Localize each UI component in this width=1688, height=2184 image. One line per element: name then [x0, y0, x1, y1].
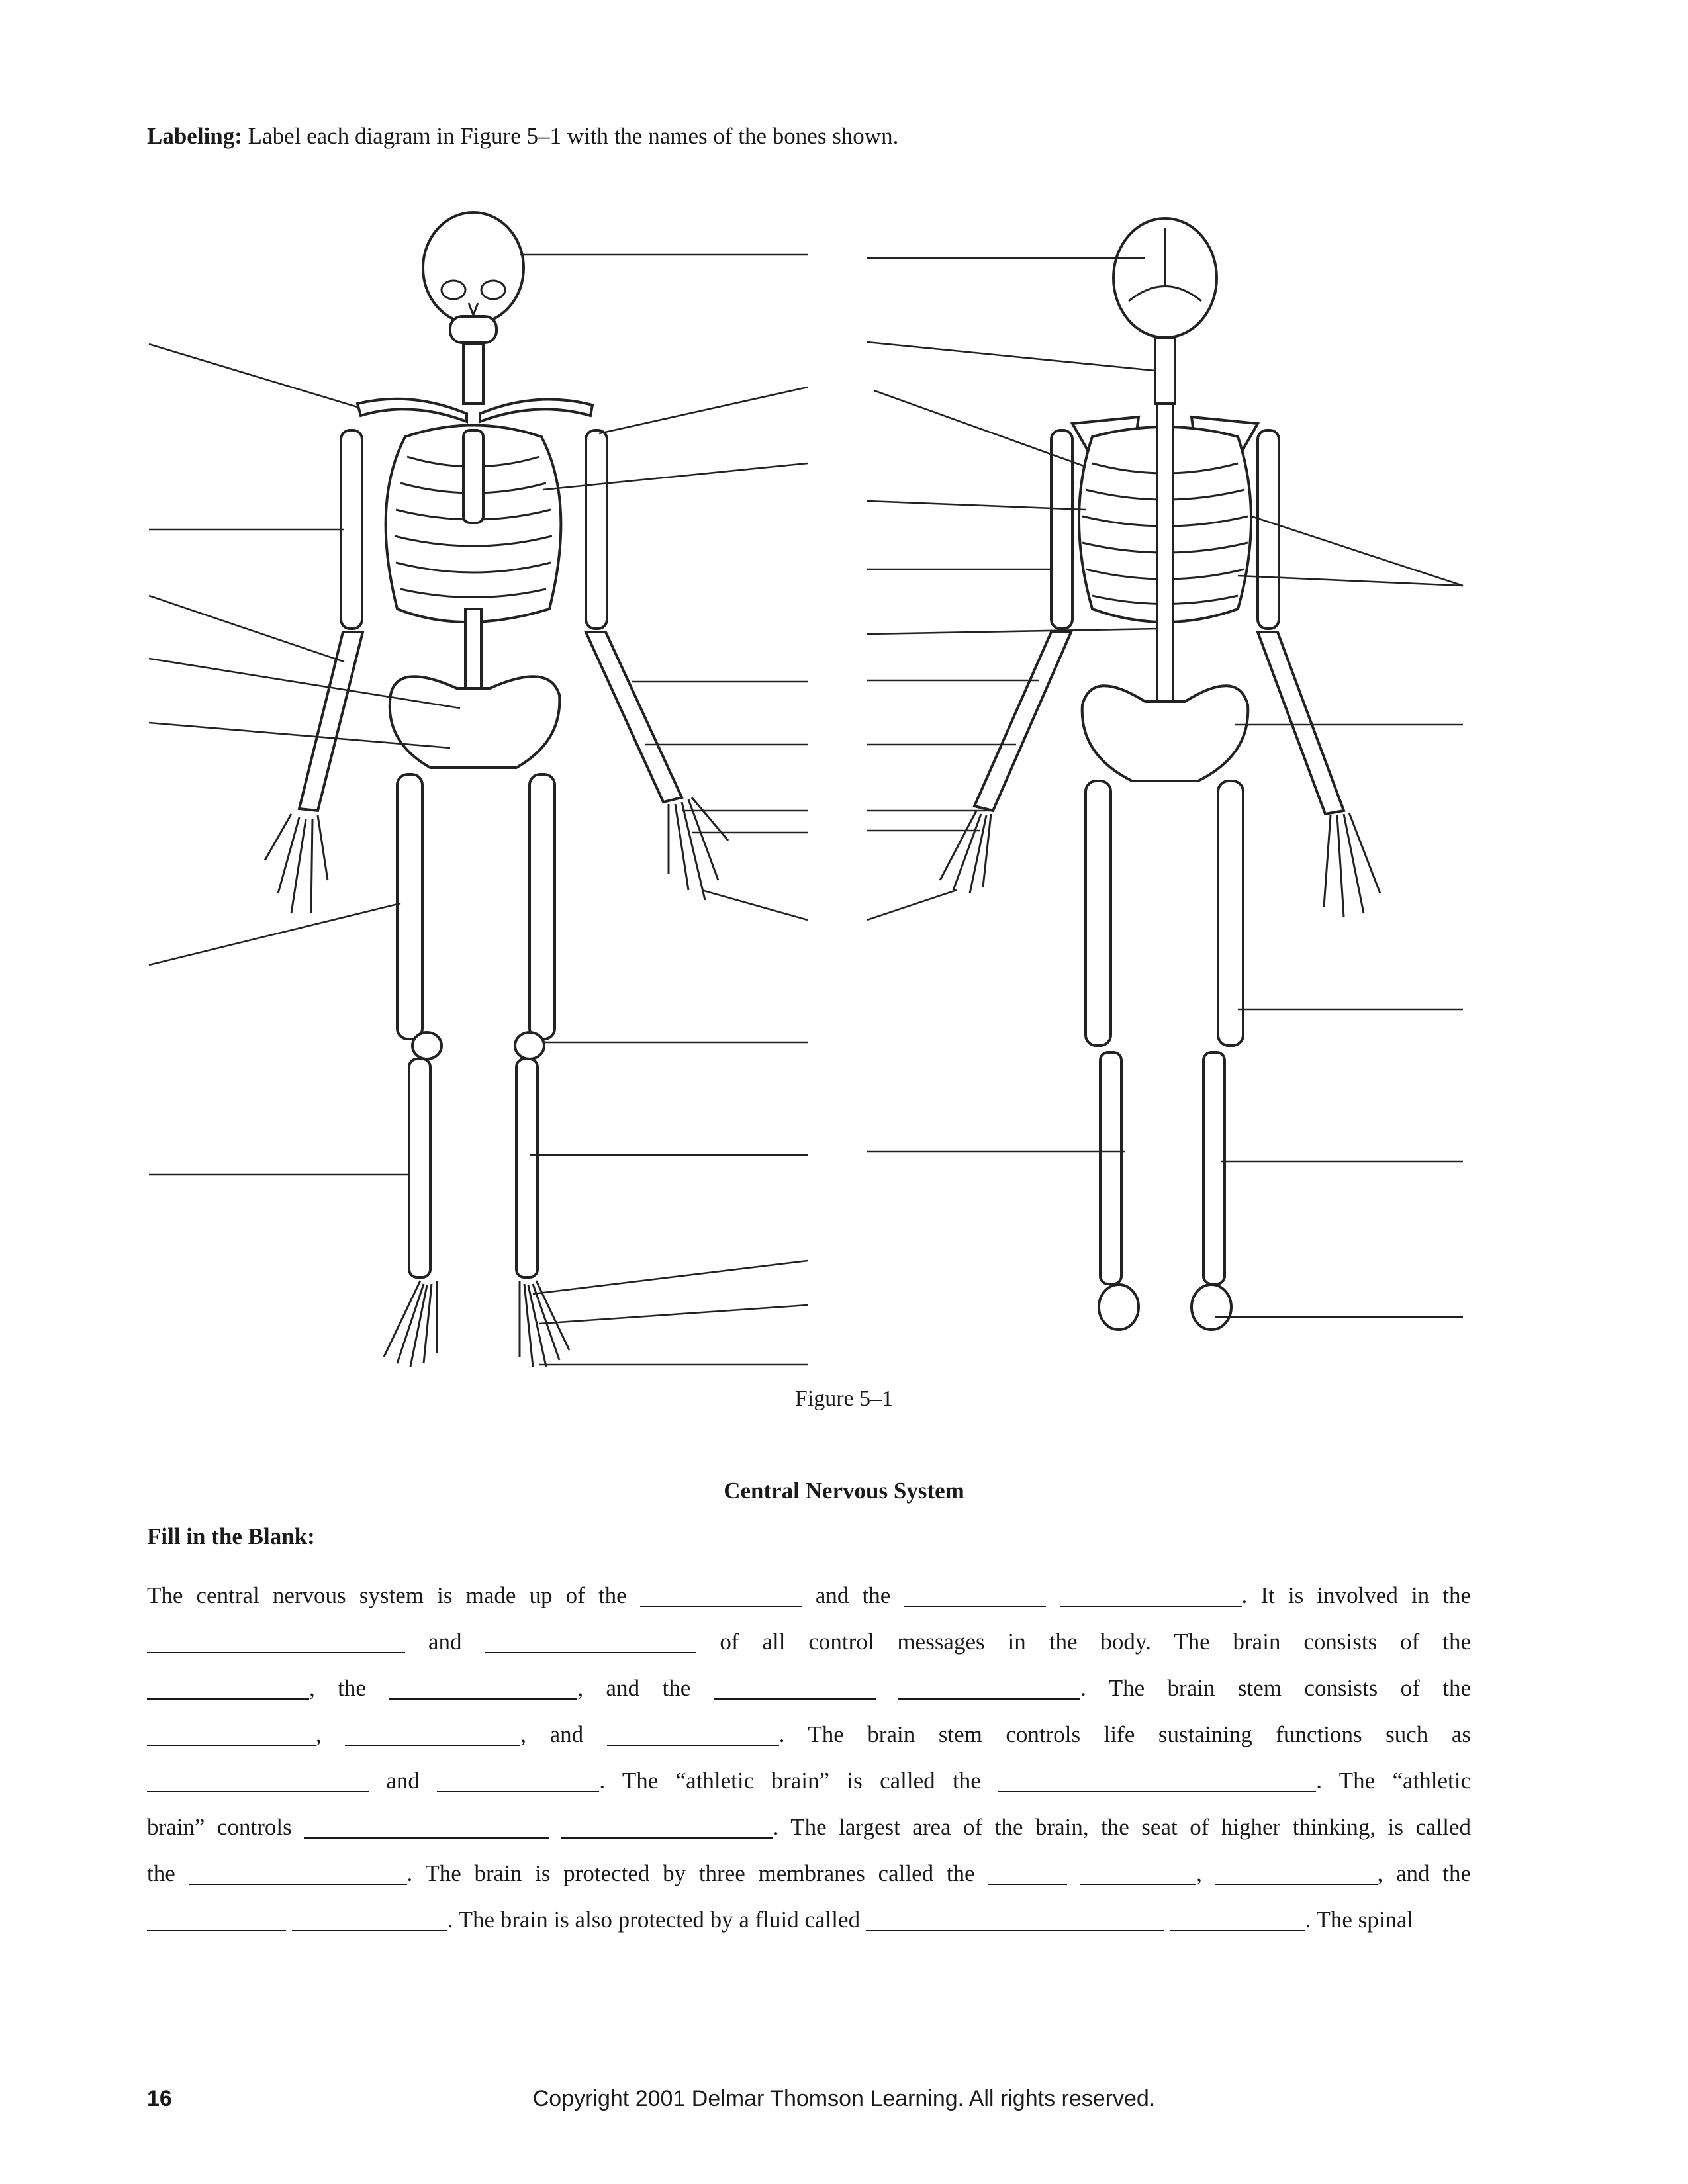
skull-anterior: [423, 212, 524, 324]
calcaneus-left: [1099, 1285, 1139, 1330]
answer-blank[interactable]: [607, 1723, 779, 1746]
label-line: [599, 387, 808, 433]
label-line: [1251, 516, 1463, 586]
tibia-posterior-left: [1100, 1052, 1121, 1284]
label-line: [867, 629, 1158, 634]
femur-posterior-left: [1086, 781, 1111, 1046]
label-line: [149, 596, 344, 662]
copyright-notice: Copyright 2001 Delmar Thomson Learning. All rights reserved.: [532, 2086, 1156, 2111]
posterior-skeleton: [940, 218, 1380, 1330]
answer-blank[interactable]: [147, 1908, 286, 1931]
clavicle-right: [480, 400, 592, 422]
hand-posterior-right: [1324, 813, 1380, 917]
answer-blank[interactable]: [866, 1908, 1164, 1931]
patella-left: [412, 1032, 442, 1059]
forearm-left: [299, 632, 363, 811]
cervical-vertebrae-posterior: [1155, 338, 1175, 404]
anterior-skeleton: [265, 212, 728, 1367]
paragraph-line-6: brain” controls . The largest area of the brain, the seat of higher thinking, is called: [147, 1814, 1472, 1840]
femur-right: [530, 774, 555, 1039]
page-number: 16: [147, 2086, 172, 2111]
sternum: [463, 430, 483, 523]
calcaneus-right: [1192, 1285, 1231, 1330]
tibia-right: [516, 1059, 538, 1277]
forearm-posterior-left: [974, 632, 1071, 811]
label-line: [867, 342, 1155, 371]
label-line: [149, 903, 400, 965]
answer-blank[interactable]: [988, 1862, 1067, 1885]
hand-left: [265, 814, 328, 913]
femur-left: [397, 774, 422, 1039]
clavicle-left: [357, 399, 467, 422]
label-lines: [149, 255, 1463, 1365]
section-title: Central Nervous System: [724, 1478, 964, 1504]
patella-right: [515, 1032, 544, 1059]
answer-blank[interactable]: [147, 1676, 309, 1700]
lumbar-spine-anterior: [465, 609, 481, 695]
paragraph-line-3: , the , and the . The brain stem consists of the: [147, 1665, 1471, 1711]
tibia-posterior-right: [1203, 1052, 1225, 1284]
humerus-right: [586, 430, 607, 629]
answer-blank[interactable]: [292, 1908, 447, 1931]
section-subtitle: Fill in the Blank:: [147, 1524, 315, 1549]
forearm-posterior-right: [1258, 632, 1344, 814]
answer-blank[interactable]: [1060, 1584, 1242, 1607]
tibia-left: [409, 1059, 430, 1277]
instructions-label: Labeling:: [147, 123, 242, 149]
label-line: [702, 890, 808, 920]
answer-blank[interactable]: [345, 1723, 520, 1746]
answer-blank[interactable]: [898, 1676, 1080, 1700]
answer-blank[interactable]: [147, 1630, 405, 1653]
answer-blank[interactable]: [640, 1584, 802, 1607]
answer-blank[interactable]: [714, 1676, 876, 1700]
label-line: [149, 344, 357, 407]
foot-left: [384, 1281, 437, 1367]
pelvis-anterior: [390, 676, 560, 768]
answer-blank[interactable]: [485, 1630, 696, 1653]
femur-posterior-right: [1218, 781, 1243, 1046]
hand-right: [669, 797, 728, 900]
paragraph-line-4: , , and . The brain stem controls life sustaining functions such as: [147, 1711, 1471, 1758]
answer-blank[interactable]: [304, 1815, 549, 1839]
label-line: [533, 1261, 808, 1294]
answer-blank[interactable]: [561, 1815, 773, 1839]
answer-blank[interactable]: [147, 1723, 316, 1746]
paragraph-line-8: . The brain is also protected by a fluid called . The spinal: [147, 1897, 1471, 1943]
label-line: [539, 1305, 808, 1324]
answer-blank[interactable]: [389, 1676, 577, 1700]
answer-blank[interactable]: [998, 1769, 1316, 1792]
spine-posterior: [1157, 404, 1173, 708]
paragraph-line-5: and . The “athletic brain” is called the . The “athletic: [147, 1758, 1471, 1804]
answer-blank[interactable]: [189, 1862, 407, 1885]
mandible: [450, 316, 496, 343]
answer-blank[interactable]: [1170, 1908, 1305, 1931]
paragraph-line-7: the . The brain is protected by three membranes called the , , and the: [147, 1860, 1472, 1886]
label-line: [867, 890, 957, 920]
paragraph-line-1: The central nervous system is made up of the and the . It is involved in the: [147, 1582, 1472, 1608]
figure-caption: Figure 5–1: [794, 1387, 894, 1411]
label-line: [874, 390, 1086, 467]
fill-in-paragraph: [147, 1572, 1471, 1943]
answer-blank[interactable]: [1215, 1862, 1378, 1885]
forearm-right: [586, 632, 682, 802]
instructions-text: Label each diagram in Figure 5–1 with the names of the bones shown.: [248, 123, 899, 149]
paragraph-line-2: and of all control messages in the body. The brain consists of the: [147, 1619, 1471, 1665]
answer-blank[interactable]: [437, 1769, 599, 1792]
answer-blank[interactable]: [904, 1584, 1046, 1607]
answer-blank[interactable]: [147, 1769, 369, 1792]
hand-posterior-left: [940, 811, 991, 893]
answer-blank[interactable]: [1080, 1862, 1196, 1885]
humerus-posterior-right: [1258, 430, 1279, 629]
label-line: [543, 463, 808, 490]
cervical-vertebrae-anterior: [463, 344, 483, 404]
